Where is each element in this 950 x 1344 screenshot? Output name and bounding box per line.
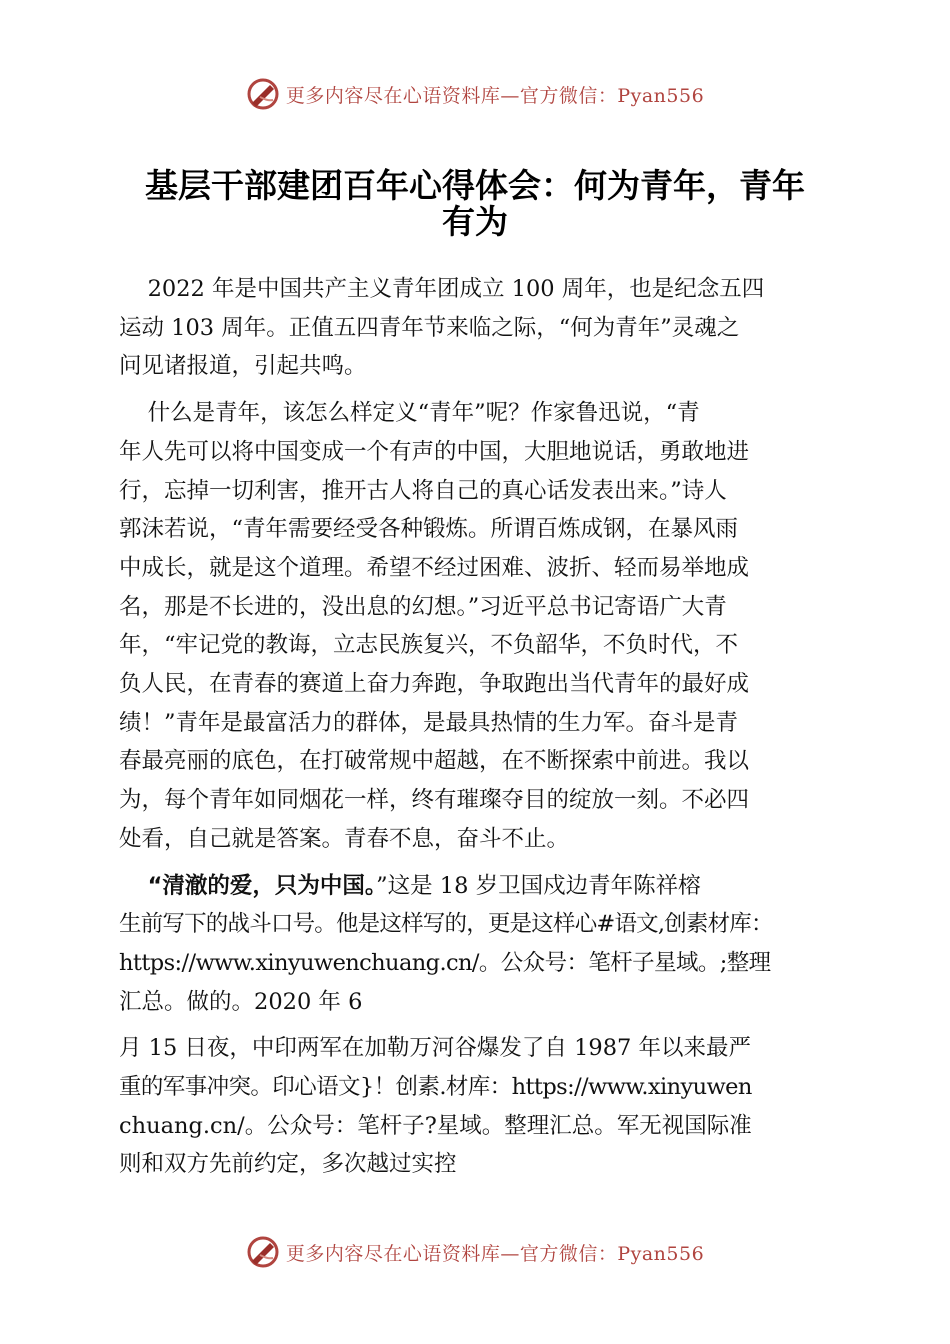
- pen-circle-logo-icon: [246, 1235, 280, 1269]
- text-line: [119, 867, 859, 906]
- document-title: [90, 168, 860, 240]
- text-line: 春最亮丽的底色，在打破常规中超越，在不断探索中前进。我以: [119, 748, 750, 775]
- paragraph-4: [119, 1029, 859, 1184]
- watermark-site-text: 更多内容尽在心语资料库—: [285, 1242, 520, 1265]
- text-line: 郭沫若说，“青年需要经受各种锻炼。所谓百炼成钢，在暴风雨: [119, 516, 739, 543]
- text-line: 汇总。做的。2020 年 6: [119, 988, 363, 1015]
- text-line: 处看，自己就是答案。青春不息，奋斗不止。: [119, 825, 570, 852]
- paragraph-3: [119, 867, 859, 1022]
- watermark-wechat-text: 官方微信：Pyan556: [519, 1242, 705, 1265]
- text-line: https://www.xinyuwenchuang.cn/。公众号：笔杆子星域。;整理: [119, 949, 771, 976]
- document-body: [119, 270, 859, 1184]
- text-line: 重的军事冲突。印心语文}！创素.材库：https://www.xinyuwen: [119, 1074, 752, 1101]
- text-line: 负人民，在青春的赛道上奋力奔跑，争取跑出当代青年的最好成: [119, 671, 750, 698]
- paragraph-1: [119, 270, 859, 386]
- text-line: 运动 103 周年。正值五四青年节来临之际，“何为青年”灵魂之: [119, 314, 740, 341]
- header-watermark: [0, 74, 950, 114]
- text-line: 绩！”青年是最富活力的群体，是最具热情的生力军。奋斗是青: [119, 709, 739, 736]
- bold-quote: “清澈的爱，只为中国。: [147, 872, 377, 899]
- text-line: 2022 年是中国共产主义青年团成立 100 周年，也是纪念五四: [119, 276, 765, 302]
- footer-watermark: [0, 1232, 950, 1272]
- watermark-site-text: 更多内容尽在心语资料库—: [285, 84, 520, 107]
- watermark-wechat-text: 官方微信：Pyan556: [519, 84, 705, 107]
- text-line: 月 15 日夜，中印两军在加勒万河谷爆发了自 1987 年以来最严: [119, 1035, 752, 1062]
- text-line: 名，那是不长进的，没出息的幻想。”习近平总书记寄语广大青: [119, 593, 727, 620]
- text-line: 年人先可以将中国变成一个有声的中国，大胆地说话，勇敢地进: [119, 438, 750, 465]
- title-line-2: 有为: [442, 202, 508, 241]
- title-line-1: 基层干部建团百年心得体会：何为青年，青年: [145, 166, 805, 205]
- text-line: chuang.cn/。公众号：笔杆子?星域。整理汇总。军无视国际准: [119, 1112, 752, 1139]
- text-line: 生前写下的战斗口号。他是这样写的，更是这样心#语文,创素材库：: [119, 911, 773, 938]
- text-line: 问见诸报道，引起共鸣。: [119, 353, 367, 380]
- text-line: 什么是青年，该怎么样定义“青年”呢？作家鲁迅说，“青: [119, 400, 700, 427]
- text-line: 中成长，就是这个道理。希望不经过困难、波折、轻而易举地成: [119, 554, 750, 581]
- pen-circle-logo-icon: [246, 77, 280, 111]
- text-line: 为，每个青年如同烟花一样，终有璀璨夺目的绽放一刻。不必四: [119, 787, 750, 814]
- text-line: 则和双方先前约定，多次越过实控: [119, 1151, 457, 1178]
- text-span: ”这是 18 岁卫国戍边青年陈祥榕: [376, 872, 701, 899]
- text-line: 行，忘掉一切利害，推开古人将自己的真心话发表出来。”诗人: [119, 477, 727, 504]
- text-line: 年，“牢记党的教诲，立志民族复兴，不负韶华，不负时代，不: [119, 632, 739, 659]
- paragraph-2: [119, 394, 859, 858]
